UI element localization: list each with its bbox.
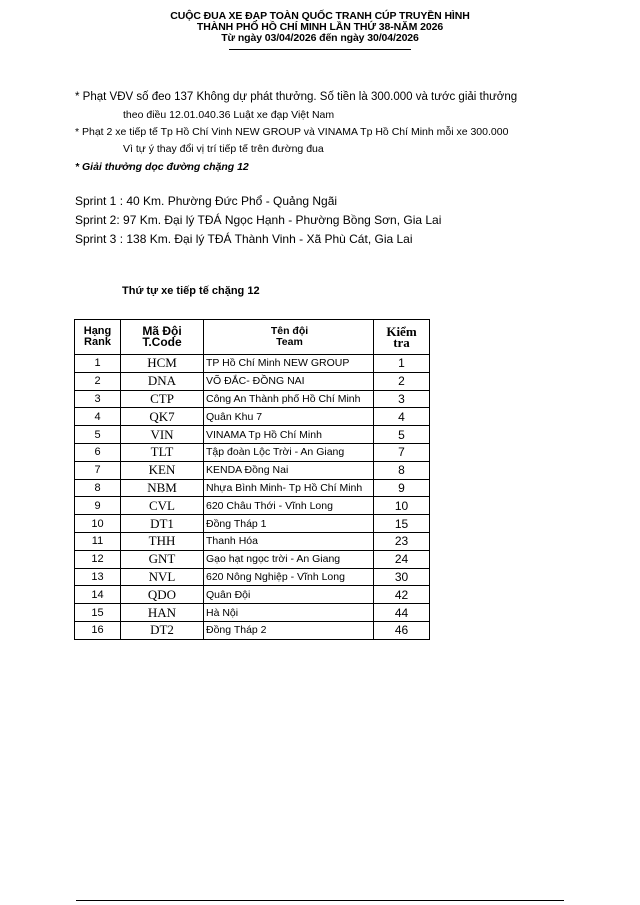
table-row [75, 497, 430, 515]
rank-cell: 11 [75, 532, 121, 550]
sprint-1: Sprint 1 : 40 Km. Phường Đức Phổ - Quảng Ngãi [75, 194, 338, 208]
check-cell: 7 [374, 443, 430, 461]
rank-cell: 3 [75, 390, 121, 408]
table-row [75, 532, 430, 550]
rank-cell: 8 [75, 479, 121, 497]
penalty-notice-2: * Phạt 2 xe tiếp tế Tp Hồ Chí Vinh NEW GROUP và VINAMA Tp Hồ Chí Minh mỗi xe 300.000 [75, 126, 509, 138]
check-cell: 3 [374, 390, 430, 408]
team-code-cell: QDO [121, 586, 204, 604]
header-rank [75, 320, 121, 355]
check-cell: 42 [374, 586, 430, 604]
team-name-cell: Đồng Tháp 2 [204, 621, 374, 639]
footer-line [76, 900, 564, 901]
team-name-cell: VINAMA Tp Hồ Chí Minh [204, 426, 374, 444]
header-code-vi: Mã Đội [142, 324, 182, 338]
header-underline [229, 49, 411, 50]
rank-cell: 16 [75, 621, 121, 639]
team-code-cell: TLT [121, 443, 204, 461]
rank-cell: 2 [75, 372, 121, 390]
check-cell: 4 [374, 408, 430, 426]
header-dates: Từ ngày 03/04/2026 đến ngày 30/04/2026 [221, 32, 419, 44]
table-row [75, 515, 430, 533]
team-code-cell: CVL [121, 497, 204, 515]
team-code-cell: NVL [121, 568, 204, 586]
team-code-cell: HAN [121, 604, 204, 622]
table-header-row [75, 320, 430, 355]
penalty-notice-1: * Phạt VĐV số đeo 137 Không dự phát thưởng. Số tiền là 300.000 và tước giải thưởng [75, 91, 518, 103]
rank-cell: 6 [75, 443, 121, 461]
header-check-vi: Kiểm [386, 324, 417, 339]
check-cell: 44 [374, 604, 430, 622]
sprint-3: Sprint 3 : 138 Km. Đại lý TĐÁ Thành Vinh - Xã Phù Cát, Gia Lai [75, 232, 413, 246]
rank-cell: 5 [75, 426, 121, 444]
team-name-cell: Hà Nội [204, 604, 374, 622]
table-body [75, 355, 430, 640]
sprint-2: Sprint 2: 97 Km. Đại lý TĐÁ Ngọc Hạnh - Phường Bồng Sơn, Gia Lai [75, 213, 442, 227]
team-code-cell: DNA [121, 372, 204, 390]
check-cell: 23 [374, 532, 430, 550]
table-row [75, 408, 430, 426]
table-row [75, 586, 430, 604]
check-cell: 5 [374, 426, 430, 444]
team-code-cell: DT2 [121, 621, 204, 639]
rank-cell: 13 [75, 568, 121, 586]
check-cell: 10 [374, 497, 430, 515]
team-name-cell: 620 Nông Nghiệp - Vĩnh Long [204, 568, 374, 586]
header-rank-en: Rank [84, 336, 111, 348]
table-row [75, 621, 430, 639]
table-row [75, 604, 430, 622]
team-name-cell: TP Hồ Chí Minh NEW GROUP [204, 355, 374, 373]
team-name-cell: VÕ ĐẮC- ĐỒNG NAI [204, 372, 374, 390]
check-cell: 1 [374, 355, 430, 373]
penalty-notice-2-cont: Vì tự ý thay đổi vị trí tiếp tế trên đường đua [123, 143, 324, 155]
team-name-cell: Nhựa Bình Minh- Tp Hồ Chí Minh [204, 479, 374, 497]
team-code-cell: QK7 [121, 408, 204, 426]
check-cell: 24 [374, 550, 430, 568]
team-code-cell: DT1 [121, 515, 204, 533]
table-row [75, 461, 430, 479]
table-row [75, 390, 430, 408]
team-name-cell: Quân Khu 7 [204, 408, 374, 426]
check-cell: 2 [374, 372, 430, 390]
support-vehicle-order-table [74, 319, 430, 640]
team-name-cell: 620 Châu Thới - Vĩnh Long [204, 497, 374, 515]
rank-cell: 1 [75, 355, 121, 373]
header-code-en: T.Code [142, 335, 182, 349]
table-row [75, 479, 430, 497]
header-check [374, 320, 430, 355]
rank-cell: 14 [75, 586, 121, 604]
header-rank-vi: Hạng [83, 325, 112, 337]
penalty-notice-1-cont: theo điều 12.01.040.36 Luật xe đạp Việt Nam [123, 109, 335, 121]
header-team [204, 320, 374, 355]
team-name-cell: Gạo hạt ngọc trời - An Giang [204, 550, 374, 568]
table-row [75, 426, 430, 444]
table-row [75, 568, 430, 586]
header-title: CUỘC ĐUA XE ĐẠP TOÀN QUỐC TRANH CÚP TRUYỀN HÌNH [170, 10, 470, 22]
rank-cell: 9 [75, 497, 121, 515]
table-row [75, 372, 430, 390]
team-name-cell: Tập đoàn Lộc Trời - An Giang [204, 443, 374, 461]
check-cell: 8 [374, 461, 430, 479]
header-team-vi: Tên đội [270, 325, 309, 337]
rank-cell: 4 [75, 408, 121, 426]
table-row [75, 355, 430, 373]
check-cell: 46 [374, 621, 430, 639]
check-cell: 30 [374, 568, 430, 586]
table-row [75, 443, 430, 461]
team-code-cell: THH [121, 532, 204, 550]
table-row [75, 550, 430, 568]
header-check-en: tra [393, 335, 410, 350]
prize-heading: * Giải thưởng dọc đường chặng 12 [75, 161, 249, 173]
header-team-en: Team [276, 336, 303, 348]
team-name-cell: KENDA Đồng Nai [204, 461, 374, 479]
team-code-cell: VIN [121, 426, 204, 444]
rank-cell: 10 [75, 515, 121, 533]
check-cell: 15 [374, 515, 430, 533]
rank-cell: 12 [75, 550, 121, 568]
team-code-cell: NBM [121, 479, 204, 497]
team-name-cell: Quân Đội [204, 586, 374, 604]
team-name-cell: Đồng Tháp 1 [204, 515, 374, 533]
check-cell: 9 [374, 479, 430, 497]
rank-cell: 15 [75, 604, 121, 622]
header-subtitle: THÀNH PHỐ HỒ CHÍ MINH LẦN THỨ 38-NĂM 2026 [196, 21, 444, 33]
header-code [121, 320, 204, 355]
table-caption: Thứ tự xe tiếp tế chặng 12 [122, 285, 260, 297]
team-code-cell: KEN [121, 461, 204, 479]
team-code-cell: HCM [121, 355, 204, 373]
rank-cell: 7 [75, 461, 121, 479]
team-name-cell: Thanh Hóa [204, 532, 374, 550]
team-code-cell: GNT [121, 550, 204, 568]
team-name-cell: Công An Thành phố Hồ Chí Minh [204, 390, 374, 408]
team-code-cell: CTP [121, 390, 204, 408]
